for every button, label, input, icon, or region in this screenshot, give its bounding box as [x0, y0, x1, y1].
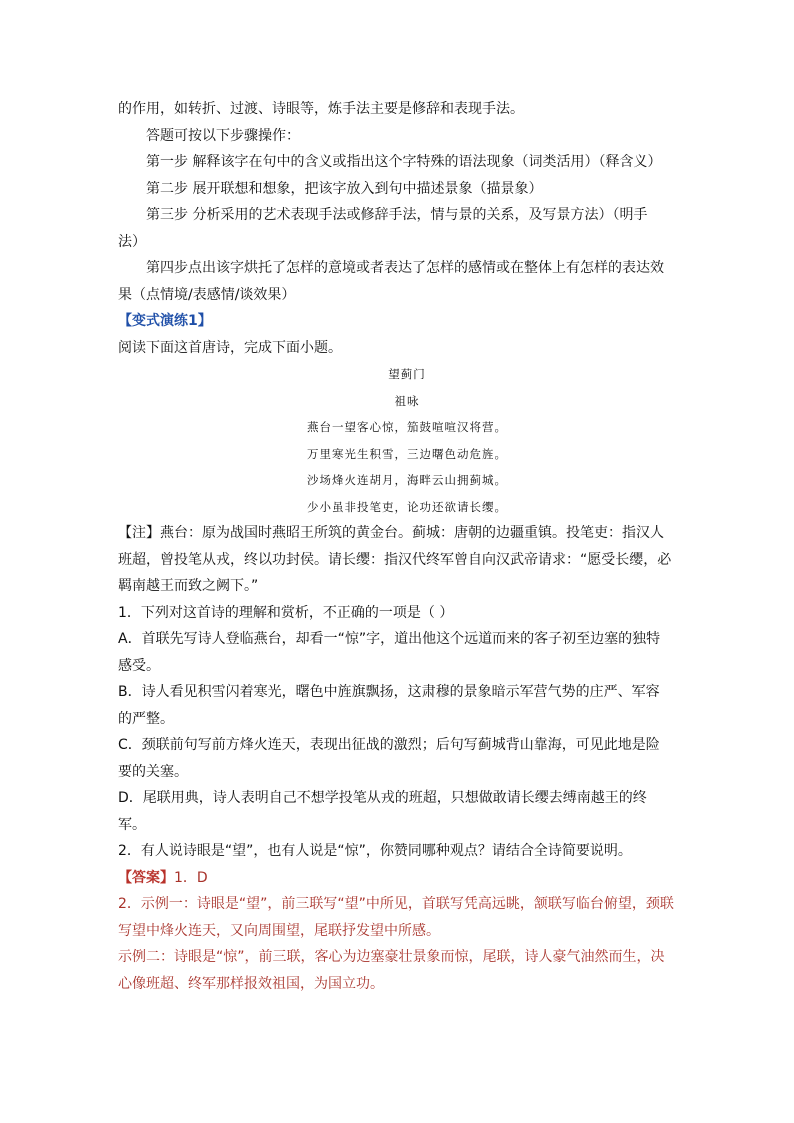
poem-line: 少小虽非投笔吏，论功还欲请长缨。 [307, 499, 507, 514]
note-line: 羁南越王而致之阙下。” [118, 578, 259, 594]
answer-1: 1．D [174, 869, 208, 886]
poem-title: 望蓟门 [388, 367, 426, 381]
question-1-stem: 1．下列对这首诗的理解和赏析，不正确的一项是（ ） [118, 604, 454, 621]
section-heading: 【变式演练1】 [118, 313, 212, 329]
option-a-cont: 感受。 [118, 657, 160, 674]
note-line: 班超，曾投笔从戎，终以功封侯。请长缨：指汉代终军曾自向汉武帝请求：“愿受长缨，必 [118, 551, 672, 568]
step-1: 第一步 解释该字在句中的含义或指出这个字特殊的语法现象（词类活用）（释含义） [146, 154, 662, 170]
poem-author: 祖咏 [394, 393, 420, 408]
step-3-cont: 法） [118, 233, 146, 250]
intro-line: 的作用，如转折、过渡、诗眼等，炼手法主要是修辞和表现手法。 [118, 101, 524, 117]
answer-2-example-1: 2．示例一：诗眼是“望”，前三联写“望”中所见，首联写凭高远眺，颔联写临台俯望，颈联 [118, 896, 674, 912]
steps-lead: 答题可按以下步骤操作： [146, 127, 300, 144]
poem-line: 燕台一望客心惊，笳鼓喧喧汉将营。 [307, 420, 507, 434]
answer-tag: 【答案】 [118, 869, 174, 886]
section-instruction: 阅读下面这首唐诗，完成下面小题。 [118, 339, 342, 356]
option-c: C．颈联前句写前方烽火连天，表现出征战的激烈；后句写蓟城背山靠海，可见此地是险 [118, 737, 660, 753]
answer-2-example-2: 示例二：诗眼是“惊”，前三联，客心为边塞豪壮景象而惊，尾联，诗人豪气油然而生，决 [118, 949, 665, 965]
step-2: 第二步 展开联想和想象，把该字放入到句中描述景象（描景象） [146, 180, 543, 197]
option-b: B．诗人看见积雪闪着寒光，曙色中旌旗飘扬，这肃穆的景象暗示军营气势的庄严、军容 [118, 684, 660, 700]
document-page [118, 96, 678, 997]
option-d-cont: 军。 [118, 816, 146, 833]
option-a: A．首联先写诗人登临燕台，却看一“惊”字，道出他这个远道而来的客子初至边塞的独特 [118, 631, 661, 647]
option-d: D．尾联用典，诗人表明自己不想学投笔从戎的班超，只想做敢请长缨去缚南越王的终 [118, 790, 647, 806]
answer-2-example-1-cont: 写望中烽火连天，又向周围望，尾联抒发望中所感。 [118, 922, 440, 939]
step-4-cont: 果（点情境/表感情/谈效果） [118, 286, 296, 303]
note-line: 【注】燕台：原为战国时燕昭王所筑的黄金台。蓟城：唐朝的边疆重镇。投笔吏：指汉人 [118, 525, 664, 541]
answer-line [118, 865, 678, 892]
option-b-cont: 的严整。 [118, 710, 174, 727]
answer-2-example-2-cont: 心像班超、终军那样报效祖国，为国立功。 [118, 975, 384, 992]
poem-block [118, 361, 678, 520]
step-3: 第三步 分析采用的艺术表现手法或修辞手法，情与景的关系，及写景方法）（明手 [146, 207, 648, 223]
question-2-stem: 2．有人说诗眼是“望”，也有人说是“惊”，你赞同哪种观点？请结合全诗简要说明。 [118, 843, 632, 859]
option-c-cont: 要的关塞。 [118, 763, 188, 780]
step-4: 第四步点出该字烘托了怎样的意境或者表达了怎样的感情或在整体上有怎样的表达效 [146, 260, 664, 276]
poem-line: 万里寒光生积雪，三边曙色动危旌。 [307, 446, 507, 461]
poem-line: 沙场烽火连胡月，海畔云山拥蓟城。 [307, 473, 507, 487]
